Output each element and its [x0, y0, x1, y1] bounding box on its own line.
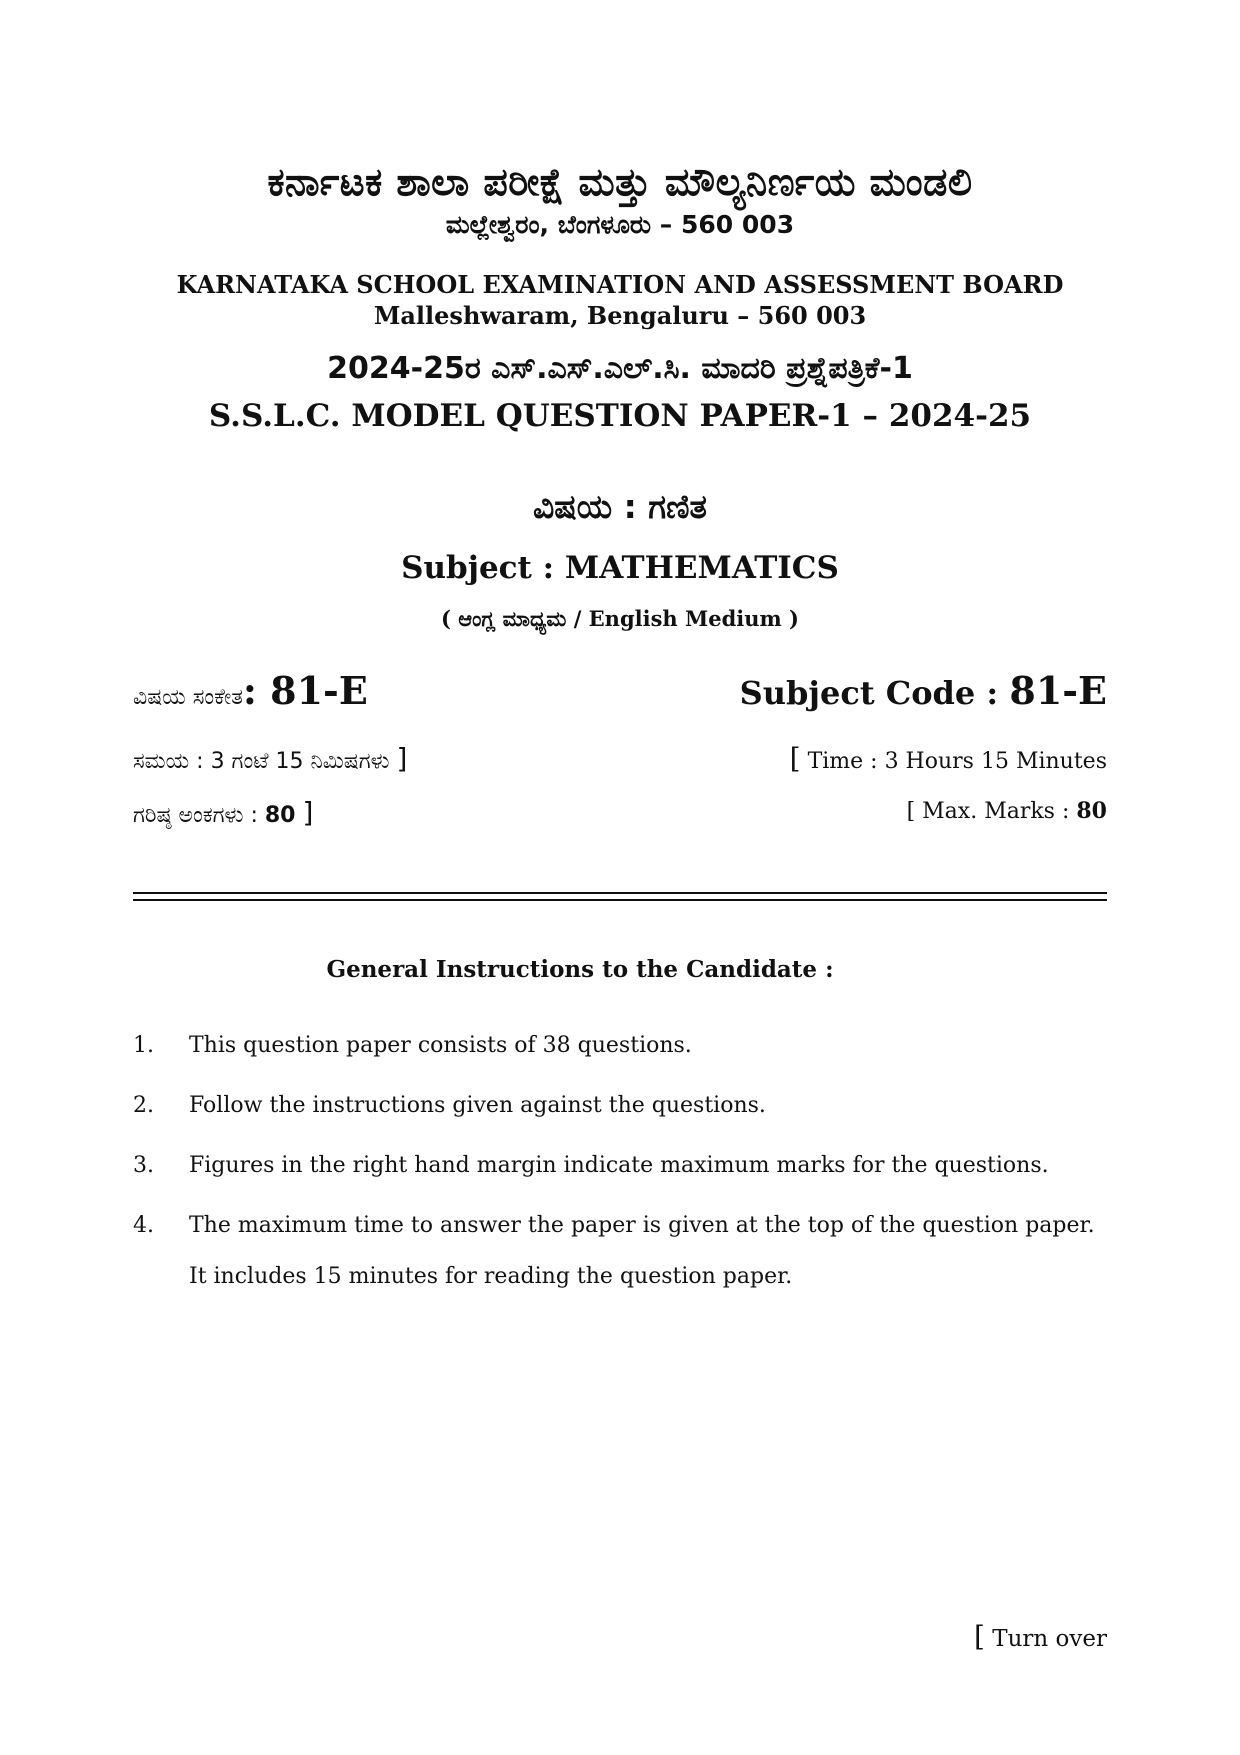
opening-bracket: [: [974, 1620, 985, 1653]
subject-english: Subject : MATHEMATICS: [401, 550, 839, 586]
time-english: [790, 742, 1107, 775]
subject-code-kannada-label: ವಿಷಯ ಸಂಕೇತ: [133, 685, 243, 710]
time-english-text: Time : 3 Hours 15 Minutes: [807, 749, 1107, 774]
max-marks-english-label: Max. Marks :: [922, 799, 1077, 824]
divider-line-bottom: [133, 899, 1107, 901]
instruction-text: The maximum time to answer the paper is given at the top of the question paper.: [189, 1213, 1095, 1238]
instruction-number: 4.: [133, 1213, 154, 1238]
subject-kannada: ವಿಷಯ : ಗಣಿತ: [533, 487, 707, 526]
subject-code-english-label: Subject Code :: [739, 674, 1010, 712]
time-kannada: [133, 742, 407, 775]
instruction-text: Figures in the right hand margin indicate maximum marks for the questions.: [189, 1153, 1049, 1178]
max-marks-kannada-value: 80: [264, 803, 296, 828]
instruction-text: Follow the instructions given against the questions.: [189, 1093, 766, 1118]
medium-label: ( ಆಂಗ್ಲ ಮಾಧ್ಯಮ / English Medium ): [440, 606, 799, 631]
board-address-english: Malleshwaram, Bengaluru – 560 003: [373, 301, 867, 330]
subject-code-english: [740, 668, 1107, 713]
max-marks-kannada: [133, 796, 313, 829]
board-name-kannada: ಕರ್ನಾಟಕ ಶಾಲಾ ಪರೀಕ್ಷೆ ಮತ್ತು ಮೌಲ್ಯನಿರ್ಣಯ ಮಂಡಲಿ: [267, 160, 973, 204]
subject-code-kannada: [133, 668, 368, 713]
subject-code-english-value: 81-E: [1009, 668, 1107, 713]
closing-bracket: ]: [302, 796, 314, 829]
opening-bracket: [: [789, 742, 801, 775]
paper-title-kannada: 2024-25ರ ಎಸ್.ಎಸ್.ಎಲ್.ಸಿ. ಮಾದರಿ ಪ್ರಶ್ನೆಪತ್ರಿಕೆ-1: [327, 351, 913, 386]
paper-title-english: S.S.L.C. MODEL QUESTION PAPER-1 – 2024-25: [208, 398, 1032, 434]
turn-over-note: [974, 1620, 1107, 1653]
max-marks-kannada-label: ಗರಿಷ್ಠ ಅಂಕಗಳು :: [133, 803, 265, 828]
turn-over-text: Turn over: [992, 1626, 1107, 1652]
instruction-number: 1.: [133, 1033, 154, 1058]
opening-bracket: [: [906, 799, 916, 824]
time-kannada-text: ಸಮಯ : 3 ಗಂಟೆ 15 ನಿಮಿಷಗಳು: [133, 749, 390, 774]
instruction-number: 3.: [133, 1153, 154, 1178]
subject-code-kannada-value: : 81-E: [242, 668, 368, 713]
instruction-text: This question paper consists of 38 questions.: [189, 1033, 692, 1058]
max-marks-english: [907, 798, 1107, 824]
divider-line-top: [133, 892, 1107, 894]
instruction-number: 2.: [133, 1093, 154, 1118]
max-marks-english-value: 80: [1076, 798, 1107, 824]
instructions-heading: General Instructions to the Candidate :: [326, 956, 834, 983]
instruction-text-continued: It includes 15 minutes for reading the question paper.: [189, 1264, 793, 1289]
closing-bracket: ]: [396, 742, 408, 775]
board-address-kannada: ಮಲ್ಲೇಶ್ವರಂ, ಬೆಂಗಳೂರು – 560 003: [445, 210, 795, 239]
board-name-english: KARNATAKA SCHOOL EXAMINATION AND ASSESSMENT BOARD: [176, 270, 1064, 299]
